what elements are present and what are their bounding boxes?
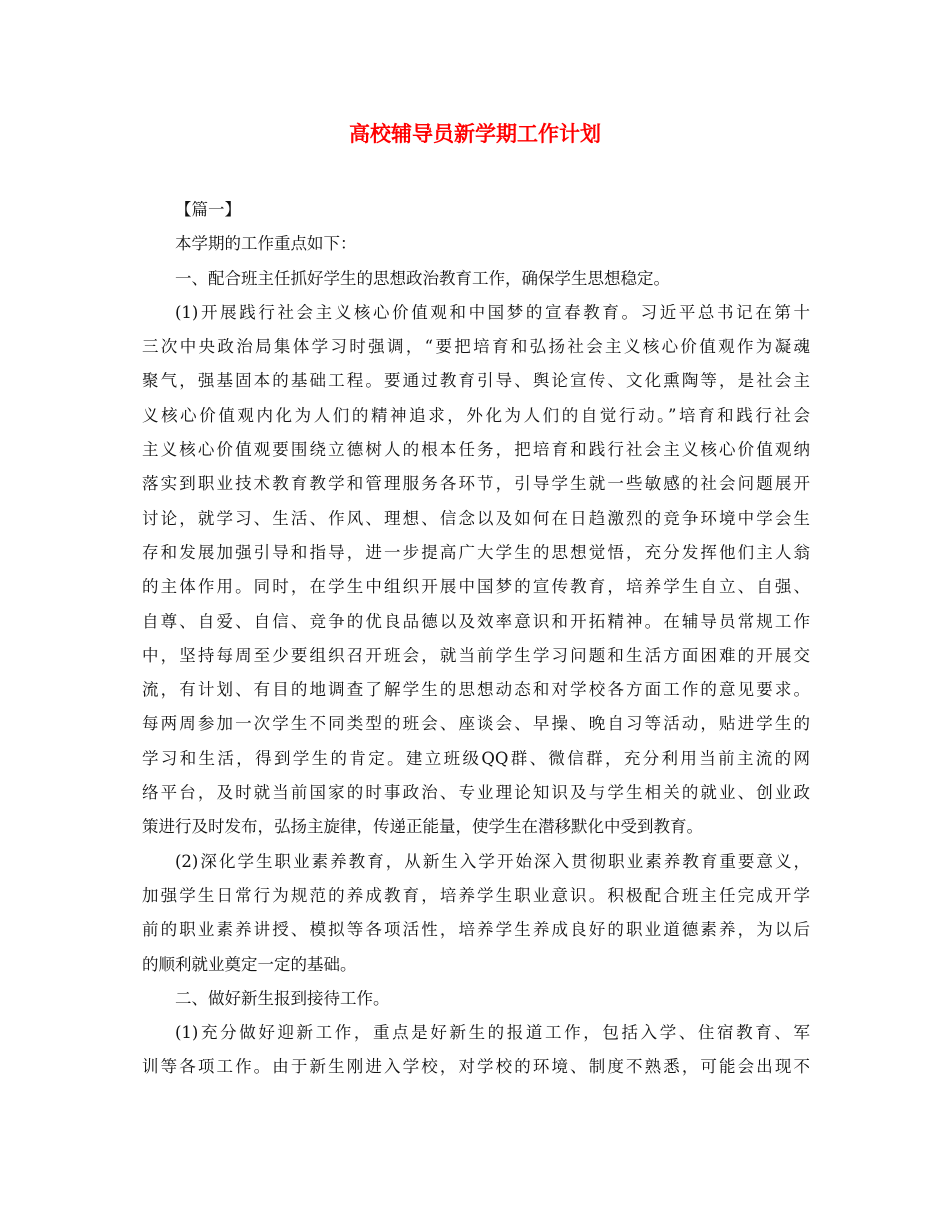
paragraph-line: 的顺利就业奠定一定的基础。	[142, 954, 357, 974]
paragraph-line: 自尊、自爱、自信、竞争的优良品德以及效率意识和开拓精神。在辅导员常规工作	[142, 611, 810, 631]
paragraph-line: 三次中央政治局集体学习时强调，“要把培育和弘扬社会主义核心价值观作为凝魂	[142, 337, 810, 357]
paragraph-line: 流，有计划、有目的地调查了解学生的思想动态和对学校各方面工作的意见要求。	[142, 680, 810, 700]
paragraph-line: 的主体作用。同时，在学生中组织开展中国梦的宣传教育，培养学生自立、自强、	[142, 577, 810, 597]
paragraph-line: 义核心价值观内化为人们的精神追求，外化为人们的自觉行动。”培育和践行社会	[142, 405, 810, 425]
intro-line: 本学期的工作重点如下：	[175, 234, 357, 254]
document-body	[142, 193, 810, 1085]
paragraph-line: 主义核心价值观要围绕立德树人的根本任务，把培育和践行社会主义核心价值观纳	[142, 440, 810, 460]
paragraph-line: (2)深化学生职业素养教育，从新生入学开始深入贯彻职业素养教育重要意义，	[175, 851, 810, 871]
paragraph-line: 聚气，强基固本的基础工程。要通过教育引导、舆论宣传、文化熏陶等，是社会主	[142, 371, 810, 391]
section-label: 【篇一】	[175, 200, 241, 219]
document-title: 高校辅导员新学期工作计划	[349, 121, 601, 146]
paragraph-line: 落实到职业技术教育教学和管理服务各环节，引导学生就一些敏感的社会问题展开	[142, 474, 810, 494]
paragraph-line: (1)开展践行社会主义核心价值观和中国梦的宣春教育。习近平总书记在第十	[175, 302, 810, 322]
paragraph-line: 络平台，及时就当前国家的时事政治、专业理论知识及与学生相关的就业、创业政	[142, 783, 810, 803]
paragraph-line: 每两周参加一次学生不同类型的班会、座谈会、早操、晚自习等活动，贴进学生的	[142, 714, 810, 734]
paragraph-line: 学习和生活，得到学生的肯定。建立班级QQ群、微信群，充分利用当前主流的网	[142, 748, 810, 768]
item2-paragraph-1	[142, 1016, 810, 1085]
paragraph-line: 加强学生日常行为规范的养成教育，培养学生职业意识。积极配合班主任完成开学	[142, 885, 810, 905]
item1-paragraph-2	[142, 845, 810, 982]
paragraph-line: (1)充分做好迎新工作，重点是好新生的报道工作，包括入学、住宿教育、军	[175, 1023, 810, 1043]
item1-heading: 一、配合班主任抓好学生的思想政治教育工作，确保学生思想稳定。	[175, 268, 670, 288]
paragraph-line: 讨论，就学习、生活、作风、理想、信念以及如何在日趋激烈的竞争环境中学会生	[142, 508, 810, 528]
paragraph-line: 策进行及时发布，弘扬主旋律，传递正能量，使学生在潜移默化中受到教育。	[142, 817, 703, 837]
item1-paragraph-1	[142, 296, 810, 845]
paragraph-line: 存和发展加强引导和指导，进一步提高广大学生的思想觉悟，充分发挥他们主人翁	[142, 542, 810, 562]
item2-heading: 二、做好新生报到接待工作。	[175, 988, 390, 1008]
paragraph-line: 中，坚持每周至少要组织召开班会，就当前学生学习问题和生活方面困难的开展交	[142, 645, 810, 665]
paragraph-line: 训等各项工作。由于新生刚进入学校，对学校的环境、制度不熟悉，可能会出现不	[142, 1057, 810, 1077]
paragraph-line: 前的职业素养讲授、模拟等各项活性，培养学生养成良好的职业道德素养，为以后	[142, 920, 810, 940]
